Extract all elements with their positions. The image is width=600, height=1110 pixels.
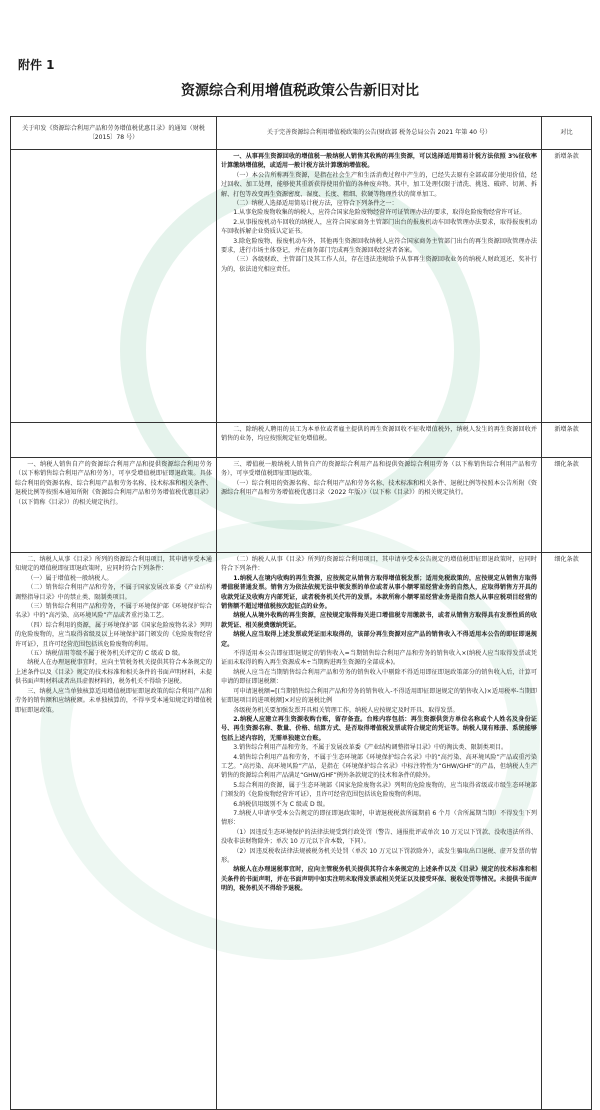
paragraph: （一）综合利用的资源名称、综合利用产品和劳务名称、技术标准和相关条件、退税比例等按照本公告所附《资源综合利用产品和劳务增值税优惠目录（2022 年版）》（以下称《目录》）的相关规定执行。 — [221, 479, 537, 497]
paragraph: 三、纳税人应当单独核算适用增值税即征即退政策的综合利用产品和劳务的销售额和应纳税额。未单独核算的，不得享受本通知规定的增值税即征即退政策。 — [15, 687, 212, 714]
paragraph: 4.销售综合利用产品和劳务，不属于生态环境部《环境保护综合名录》中的“高污染、高环境风险”产品或重污染工艺。“高污染、高环境风险”产品，是指在《环境保护综合名录》中标注特性为“GHW/GHF”的产品，但纳税人生产销售的资源综合利用产品满足“GHW/GHF”例外条款规定的技术和条件的除外。 — [221, 753, 537, 780]
paragraph: 不得适用本公告即征即退规定的销售收入=当期销售综合利用产品和劳务的销售收入×(纳税人应当取得发票或凭证而未取得的购入再生资源成本÷当期购进再生资源的全部成本)。 — [221, 650, 537, 667]
table-row — [11, 423, 592, 458]
paragraph: （二）纳税人选择适用简易计税方法，应符合下列条件之一： — [233, 200, 398, 208]
new-policy-cell — [217, 423, 542, 458]
table-header-row — [11, 117, 592, 150]
old-policy-cell — [11, 423, 217, 458]
paragraph: 二、除纳税人聘用的员工为本单位或者雇主提供的再生资源回收不征收增值税外，纳税人发生的再生资源回收并销售的业务，均应按照规定征免增值税。 — [221, 426, 537, 443]
paragraph: 7.纳税人申请享受本公告规定的即征即退政策时，申请退税税款所属期前 6 个月（含所属期当期）不得发生下列情形： — [221, 809, 537, 827]
paragraph: （一）属于增值税一般纳税人。 — [27, 574, 113, 582]
header-new-policy: 关于完善资源综合利用增值税政策的公告(财政部 税务总局公告 2021 年第 40 号） — [217, 117, 542, 150]
paragraph: 5.综合利用的资源，属于生态环境部《国家危险废物名录》列明的危险废物的，应当取得省级或市级生态环境部门颁发的《危险废物经营许可证》，且许可经营范围包括该危险废物的利用。 — [221, 781, 537, 799]
new-policy-cell — [217, 553, 542, 1110]
compare-label: 细化条款 — [542, 553, 592, 1110]
paragraph: 各级税务机关要加强发票开具相关管理工作，纳税人应按规定及时开具、取得发票。 — [233, 706, 459, 714]
table-row — [11, 553, 592, 1110]
paragraph: 2.纳税人应建立再生资源收购台账，留存备查。台账内容包括：再生资源供货方单位名称或个人姓名及身份证号、再生资源名称、数量、价格、结算方式、是否取得增值税发票或符合规定的凭证等。纳税人现有账册、系统能够包括上述内容的，无需单独建立台账。 — [221, 715, 537, 742]
paragraph: 三、增值税一般纳税人销售自产的资源综合利用产品和提供资源综合利用劳务（以下称销售综合利用产品和劳务），可享受增值税即征即退政策。 — [221, 461, 537, 478]
table-row — [11, 458, 592, 553]
paragraph: 一、纳税人销售自产的资源综合利用产品和提供资源综合利用劳务（以下称销售综合利用产品和劳务），可享受增值税即征即退政策。具体综合利用的资源名称、综合利用产品和劳务名称、技术标准和相关条件、退税比例等按照本通知所附《资源综合利用产品和劳务增值税优惠目录》（以下简称《目录》）的相关规定执行。 — [15, 461, 212, 506]
paragraph: 2.从事报废机动车回收的纳税人，应符合国家商务主管部门出台的报废机动车回收管理办法要求，取得报废机动车回收拆解企业资质认定证书。 — [221, 218, 537, 236]
page-title: 资源综合利用增值税政策公告新旧对比 — [181, 83, 419, 99]
header-old-policy: 关于印发《资源综合利用产品和劳务增值税优惠目录》的通知（财税〔2015〕78 号） — [11, 117, 217, 150]
new-policy-cell — [217, 458, 542, 553]
paragraph: 纳税人从境外收购的再生资源，应按规定取得海关进口增值税专用缴款书，或者从销售方取得具有发票性质的收款凭证、相关税费缴纳凭证。 — [221, 612, 537, 629]
paragraph: 3.除危险废物、报废机动车外，其他再生资源回收纳税人应符合国家商务主管部门出台的再生资源回收管理办法要求，进行市场主体登记，并在商务部门完成再生资源回收经营者备案。 — [221, 237, 537, 255]
old-policy-cell — [11, 553, 217, 1110]
compare-label: 细化条款 — [542, 458, 592, 553]
new-policy-cell — [217, 150, 542, 423]
attachment-label: 附件 1 — [18, 58, 55, 72]
paragraph: （三）各级财政、主管部门及其工作人员，存在违法违规给予从事再生资源回收业务的纳税人财政返还、奖补行为的，依法追究相应责任。 — [221, 256, 537, 273]
paragraph: 6.纳税信用级别不为 C 级或 D 级。 — [233, 800, 329, 808]
paragraph: 一、从事再生资源回收的增值税一般纳税人销售其收购的再生资源，可以选择适用简易计税方法依照 3%征收率计算缴纳增值税，或适用一般计税方法计算缴纳增值税。 — [221, 153, 537, 170]
paragraph: 纳税人应当取得上述发票或凭证而未取得的，该部分再生资源对应产品的销售收入不得适用本公告的即征即退规定。 — [221, 631, 537, 648]
paragraph: （四）综合利用的资源，属于环境保护部《国家危险废物名录》列明的危险废物的，应当取得省级及以上环境保护部门颁发的《危险废物经营许可证》，且许可经营范围包括该危险废物的利用。 — [15, 621, 212, 648]
paragraph: （三）销售综合利用产品和劳务，不属于环境保护部《环境保护综合名录》中的“高污染、高环境风险”产品或者重污染工艺。 — [15, 603, 212, 620]
paragraph: 二、纳税人从事《目录》所列的资源综合利用项目，其申请享受本通知规定的增值税即征即退政策时，应同时符合下列条件： — [15, 556, 212, 573]
paragraph: 纳税人在办理退税事宜时，应向主管税务机关提供其符合本条规定的上述条件以及《目录》规定的技术标准和相关条件的书面声明，并在书面声明中如实注明未取得发票或相关凭证以及接受环保、税收处罚等情况。未提供书面声明的，税务机关不得给予退税。 — [221, 866, 537, 893]
comparison-table — [10, 116, 592, 1110]
old-policy-cell — [11, 458, 217, 553]
old-policy-cell — [11, 150, 217, 423]
paragraph: 可申请退税额=[(当期销售综合利用产品和劳务的销售收入-不得适用即征即退规定的销售收入)×适用税率-当期即征即退项目的进项税额]×对应的退税比例 — [221, 687, 537, 705]
paragraph: 1.纳税人在境内收购的再生资源，应按规定从销售方取得增值税发票；适用免税政策的，应按规定从销售方取得增值税普通发票。销售方为依法依规无法申领发票的单位或者从事小额零星经营业务的自然人，应取得销售方开具的收款凭证及收购方内部凭证，或者税务机关代开的发票。本款所称小额零星经营业务是指自然人从事应税项目经营的销售额不超过增值税按次起征点的业务。 — [221, 574, 537, 611]
paragraph: （1）因违反生态环境保护的法律法规受到行政处罚（警告、通报批评或单次 10 万元以下罚款、没收违法所得、没收非法财物除外；单次 10 万元以下含本数，下同）。 — [221, 828, 537, 846]
paragraph: 1.从事危险废物收集的纳税人，应符合国家危险废物经营许可证管理办法的要求，取得危险废物经营许可证。 — [233, 209, 526, 217]
paragraph: 纳税人应当在当期销售综合利用产品和劳务的销售收入中剔除不得适用即征即退政策部分的销售收入后，计算可申请的即征即退税额： — [221, 668, 537, 686]
compare-label: 新增条款 — [542, 423, 592, 458]
table-row — [11, 150, 592, 423]
paragraph: （二）销售综合利用产品和劳务，不属于国家发展改革委《产业结构调整指导目录》中的禁止类、限制类项目。 — [15, 584, 212, 601]
compare-label: 新增条款 — [542, 150, 592, 423]
paragraph: （2）因违反税收法律法规被税务机关处罚（单次 10 万元以下罚款除外），或发生骗取出口退税、虚开发票的情形。 — [221, 847, 537, 864]
paragraph: （二）纳税人从事《目录》所列的资源综合利用项目，其申请享受本公告规定的增值税即征即退政策时，应同时符合下列条件： — [221, 556, 537, 573]
header-compare: 对比 — [542, 117, 592, 150]
paragraph: 3.销售综合利用产品和劳务，不属于发展改革委《产业结构调整指导目录》中的淘汰类、限制类项目。 — [233, 744, 508, 752]
paragraph: 纳税人在办理退税事宜时，应向主管税务机关提供其符合本条规定的上述条件以及《目录》规定的技术标准和相关条件的书面声明材料，未提供书面声明材料或者出具虚假材料的，税务机关不得给予退税。 — [15, 659, 212, 686]
paragraph: （五）纳税信用等级不属于税务机关评定的 C 级或 D 级。 — [27, 650, 185, 658]
paragraph: （一）本公告所称再生资源，是指在社会生产和生活消费过程中产生的，已经失去原有全部或部分使用价值，经过回收、加工处理，能够使其重新获得使用价值的各种废弃物。其中，加工处理仅限于清洗、挑选、破碎、切割、拆解、打包等改变再生资源密度、湿度、长度、粗细、软硬等物理性状的简单加工。 — [221, 171, 537, 198]
